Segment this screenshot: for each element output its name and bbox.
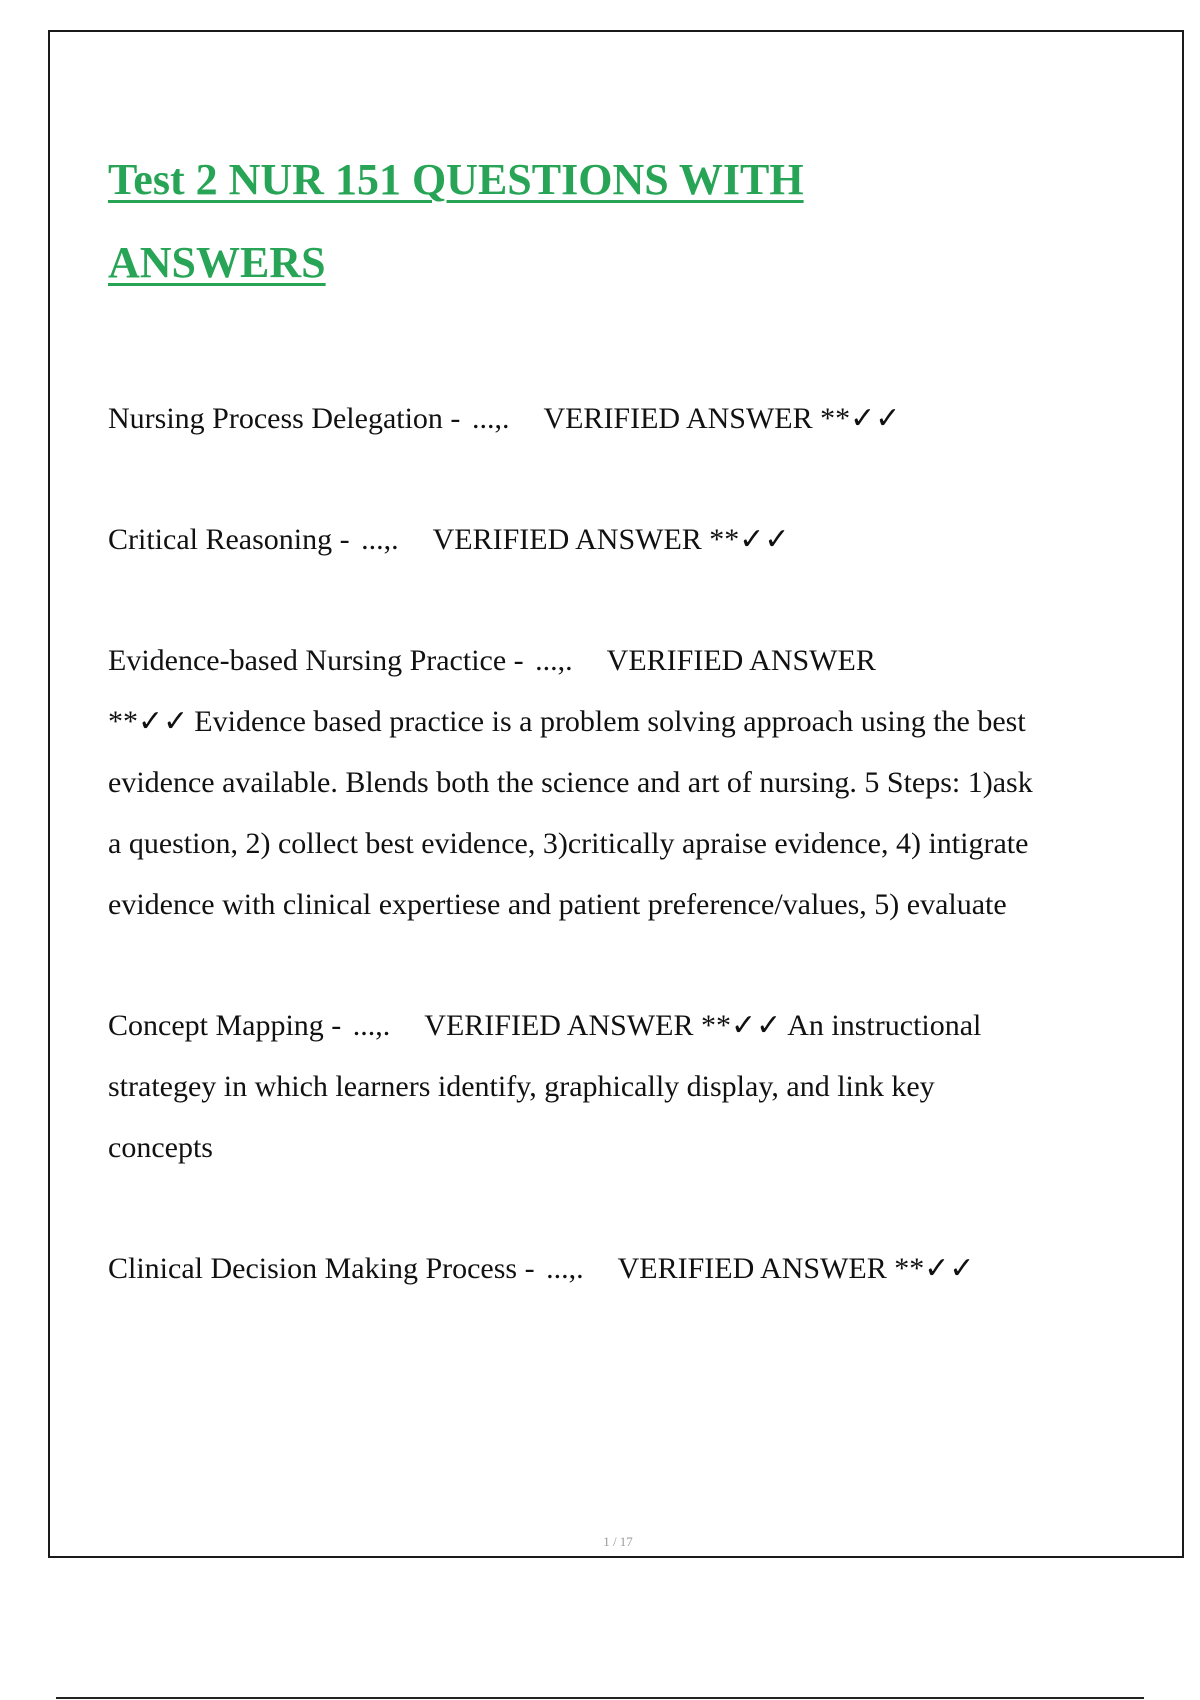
qa-item [108, 509, 1038, 570]
check-marks: **✓✓ [820, 402, 901, 435]
qa-term: Clinical Decision Making Process - [108, 1252, 543, 1285]
qa-dots: ...,. [352, 1009, 391, 1042]
qa-answer: Evidence based practice is a problem solving approach using the best evidence available. Blends both the science and art of nursing. 5 Steps: 1)ask a question, 2) collect best evidence, 3)critically apraise evidence, 4) intigrate evidence with clinical expertiese and patient preference/values, 5) evaluate [108, 705, 1033, 921]
qa-list [108, 388, 1038, 1359]
verified-label: VERIFIED ANSWER [617, 1252, 887, 1285]
verified-label: VERIFIED ANSWER [424, 1009, 694, 1042]
qa-term: Concept Mapping - [108, 1009, 349, 1042]
verified-label: VERIFIED ANSWER [606, 644, 876, 677]
qa-answer: An instructional strategey in which learners identify, graphically display, and link key concepts [108, 1009, 982, 1164]
verified-label: VERIFIED ANSWER [432, 523, 702, 556]
qa-dots: ...,. [471, 402, 510, 435]
qa-dots: ...,. [546, 1252, 584, 1285]
qa-item [108, 995, 1038, 1178]
qa-item [108, 1238, 1038, 1299]
verified-label: VERIFIED ANSWER [543, 402, 813, 435]
page-number: 1 / 17 [603, 1534, 633, 1549]
bottom-divider [56, 1697, 1144, 1699]
qa-item [108, 388, 1038, 449]
check-marks: **✓✓ [894, 1252, 975, 1285]
check-marks: **✓✓ [709, 523, 790, 556]
qa-term: Critical Reasoning - [108, 523, 358, 556]
qa-term: Nursing Process Delegation - [108, 402, 468, 435]
qa-dots: ...,. [361, 523, 399, 556]
check-marks: **✓✓ [108, 705, 189, 738]
qa-term: Evidence-based Nursing Practice - [108, 644, 532, 677]
document-title: Test 2 NUR 151 QUESTIONS WITH ANSWERS [108, 155, 804, 287]
qa-dots: ...,. [535, 644, 573, 677]
check-marks: **✓✓ [700, 1009, 782, 1042]
qa-item [108, 630, 1038, 935]
